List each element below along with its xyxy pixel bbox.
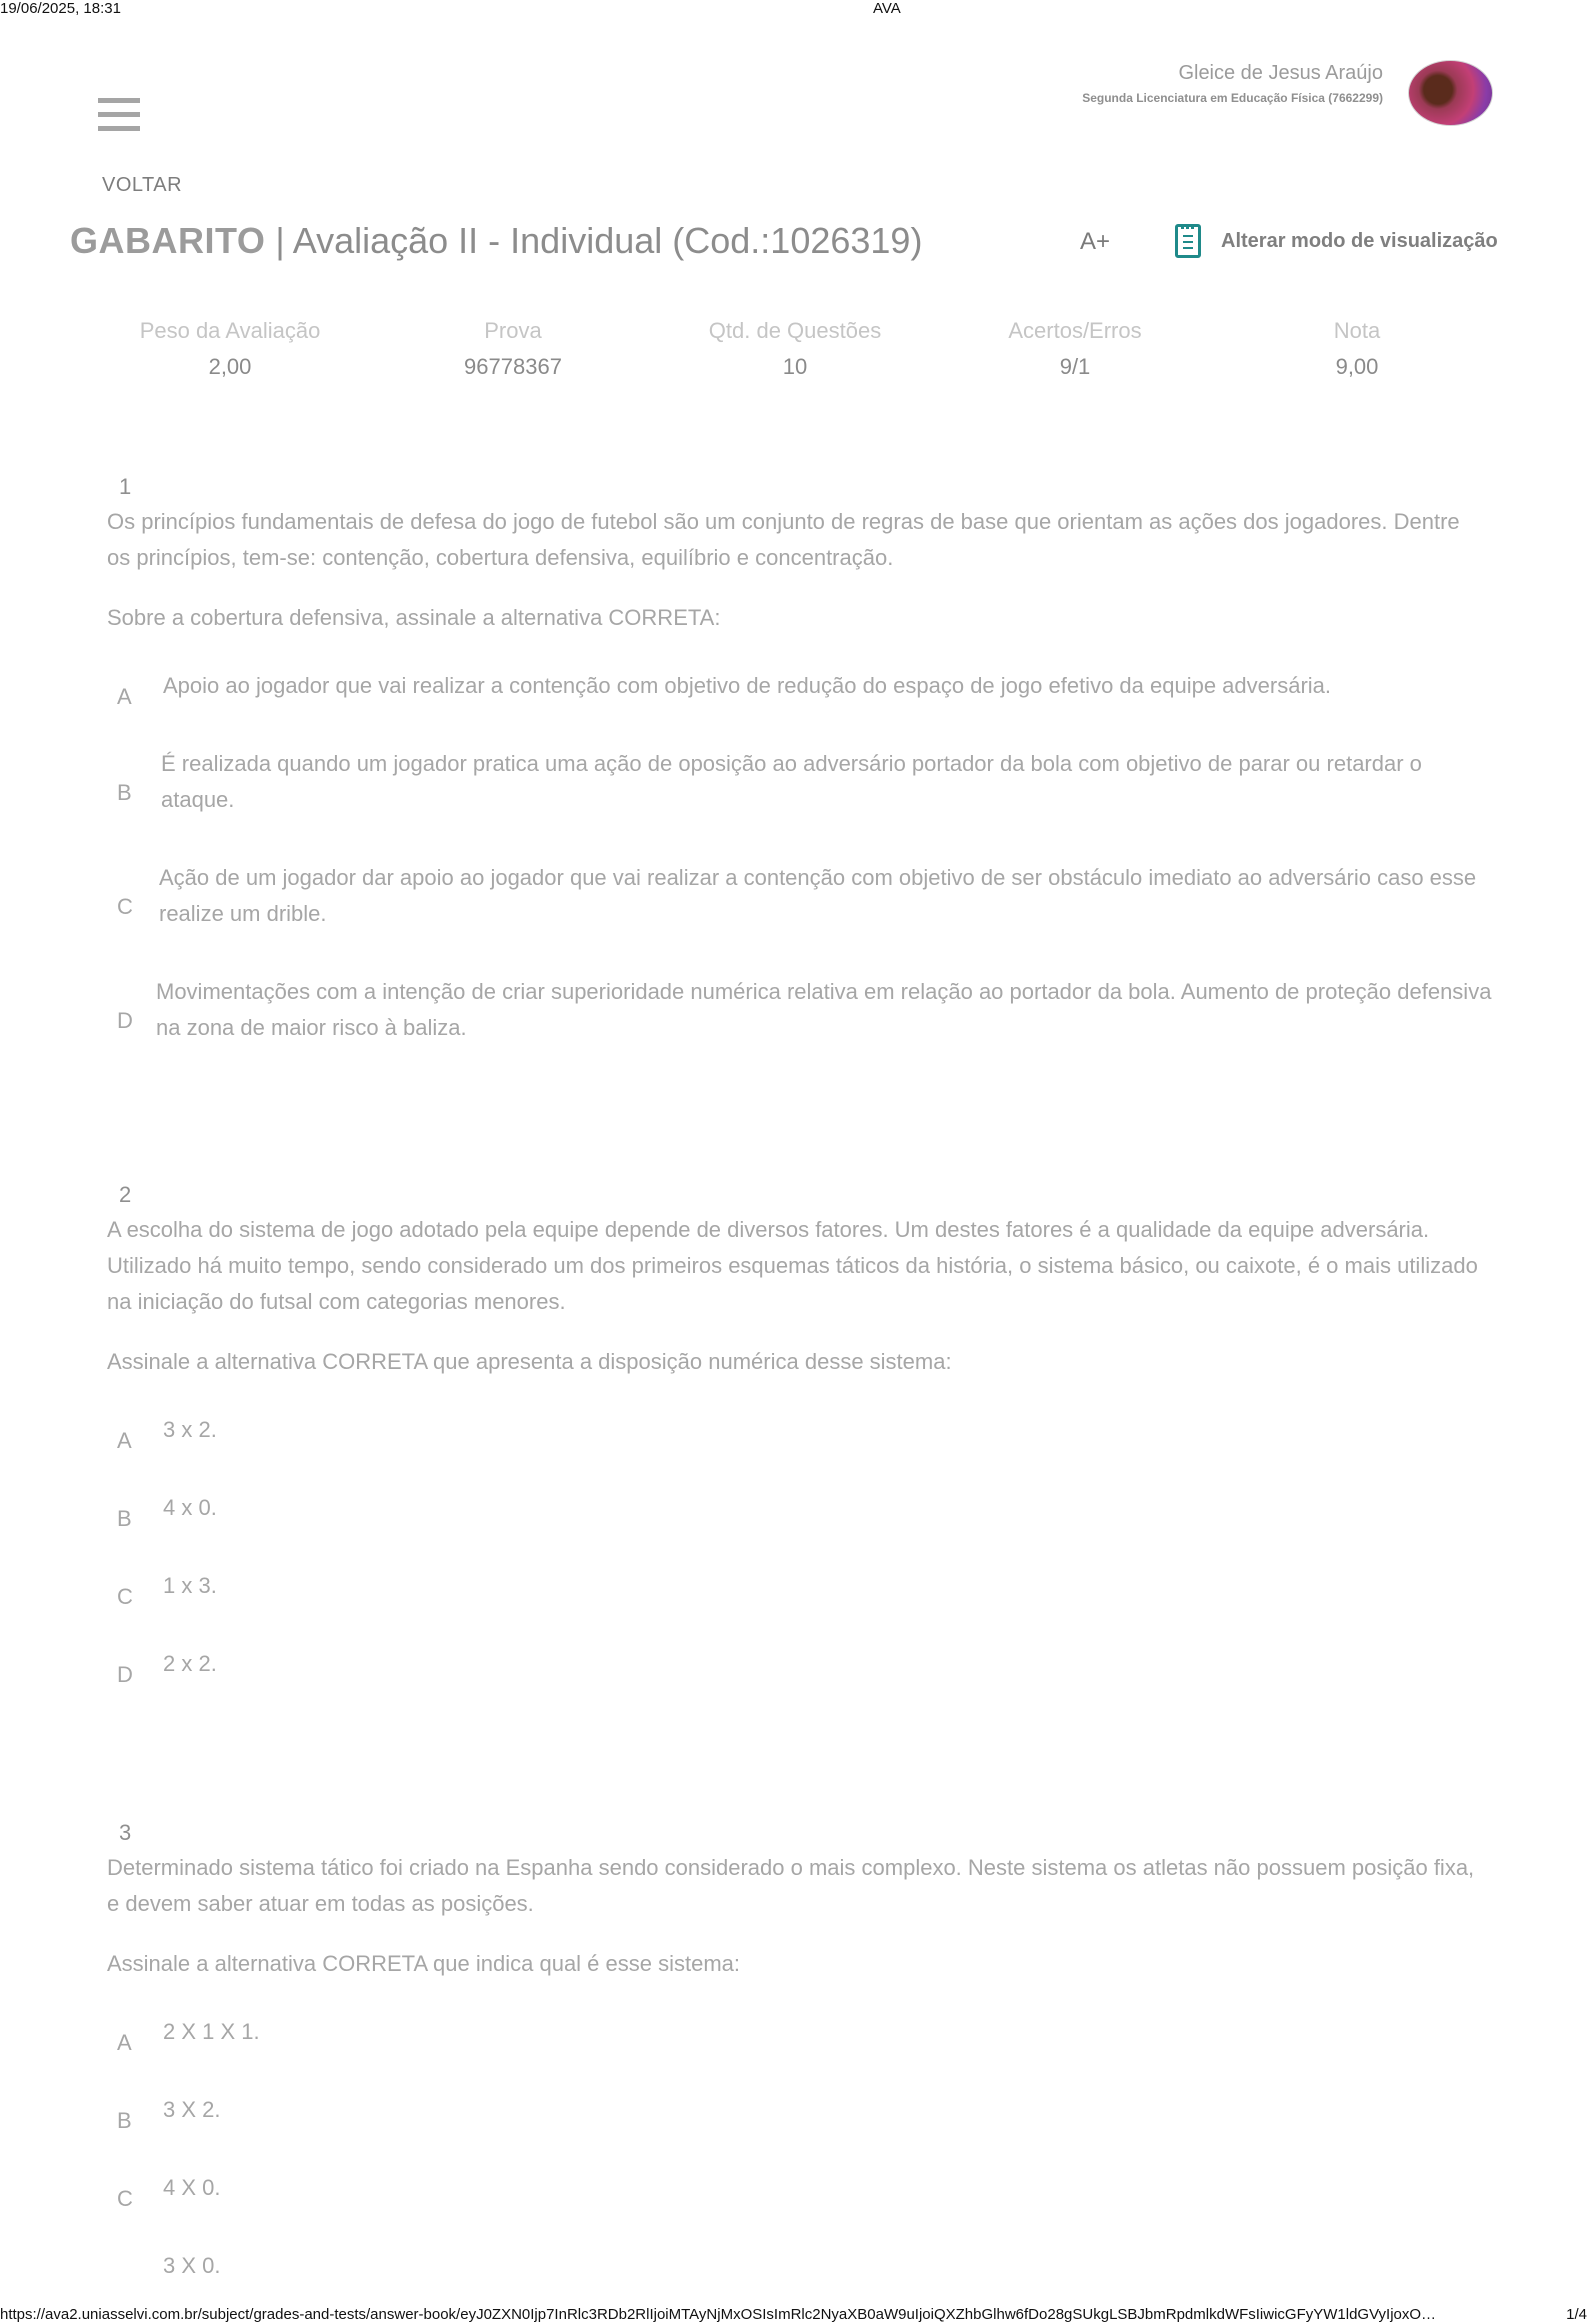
option-text: 2 X 1 X 1. [163,2019,260,2044]
option-letter: D [117,1662,133,1687]
option-letter: A [117,2030,132,2055]
print-header [0,0,1587,18]
stat-label: Acertos/Erros [1008,318,1142,343]
user-name: Gleice de Jesus Araújo [1178,62,1383,84]
page-title-text: Avaliação II - Individual (Cod.:1026319) [292,220,923,261]
view-mode-button[interactable] [1175,224,1498,258]
option-text: 4 X 0. [163,2175,221,2200]
option-letter: C [117,1584,133,1609]
option-letter: A [117,1428,132,1453]
stat-value: 2,00 [208,354,252,379]
stat-value: 96778367 [464,354,562,379]
user-course: Segunda Licenciatura em Educação Física (7662299) [1082,91,1383,105]
stat-label: Peso da Avaliação [139,318,321,343]
question-prompt: Sobre a cobertura defensiva, assinale a alternativa CORRETA: [107,605,721,630]
option-letter: B [117,2108,132,2133]
question-number: 2 [119,1182,132,1207]
stat-weight [100,318,360,380]
stat-label: Nota [1333,318,1381,343]
question-prompt: Assinale a alternativa CORRETA que indica qual é esse sistema: [107,1951,741,1976]
option-text: Ação de um jogador dar apoio ao jogador que vai realizar a contenção com objetivo de ser obstáculo imediato ao adversário caso esse realize um drible. [159,865,1477,926]
option-text: 4 x 0. [163,1495,217,1520]
stat-value: 10 [782,354,808,379]
option-text: 3 X 0. [163,2253,221,2278]
question-statement: A escolha do sistema de jogo adotado pela equipe depende de diversos fatores. Um destes fatores é a qualidade da equipe adversária. Utilizado há muito tempo, sendo considerado um dos primeiros esquemas táticos da história, o sistema básico, ou caixote, é o mais utilizado na iniciação do futsal com categorias menores. [107,1217,1478,1314]
page-title-separator: | [265,220,293,261]
option-letter: B [117,1506,132,1531]
print-page-number: 1/4 [1566,2306,1587,2323]
question-prompt: Assinale a alternativa CORRETA que apresenta a disposição numérica desse sistema: [107,1349,952,1374]
option-text: 1 x 3. [163,1573,217,1598]
user-info [1082,62,1383,105]
option-letter: B [117,780,132,805]
option-letter: C [117,2186,133,2211]
stat-grade [1227,318,1487,380]
option-text: Apoio ao jogador que vai realizar a contenção com objetivo de redução do espaço de jogo efetivo da equipe adversária. [163,673,1332,698]
stat-value: 9/1 [1059,354,1091,379]
question-statement: Determinado sistema tático foi criado na Espanha sendo considerado o mais complexo. Neste sistema os atletas não possuem posição fixa, e devem saber atuar em todas as posições. [107,1855,1475,1916]
option-text: 3 X 2. [163,2097,221,2122]
avatar[interactable] [1408,60,1493,126]
page-title [70,220,922,262]
back-button[interactable]: VOLTAR [102,174,183,196]
stat-label: Prova [484,318,542,343]
option-letter: C [117,894,133,919]
document-icon [1175,224,1201,258]
page-title-strong: GABARITO [70,220,266,261]
option-text: 3 x 2. [163,1417,217,1442]
stat-test [383,318,643,380]
question-statement: Os princípios fundamentais de defesa do jogo de futebol são um conjunto de regras de base que orientam as ações dos jogadores. Dentre os princípios, tem-se: contenção, cobertura defensiva, equilíbrio e concentração. [107,509,1460,570]
stat-hits-misses [945,318,1205,380]
question-number: 1 [119,474,132,499]
print-url: https://ava2.uniasselvi.com.br/subject/grades-and-tests/answer-book/eyJ0ZXN0Ijp7InRlc3RDb2RlIjoiMTAyNjMxOSIsImRlc2NyaXB0aW9uIjoiQXZhbGlhw6fDo28gSUkgLSBJbmRpdmlkdWFsIiwicGFyYW1ldGVyIjoxO… [0,2306,1437,2323]
stat-value: 9,00 [1335,354,1379,379]
option-letter: D [117,1008,133,1033]
font-size-button[interactable]: A+ [1080,228,1111,255]
stat-label: Qtd. de Questões [708,318,882,343]
stat-question-count [665,318,925,380]
print-date: 19/06/2025, 18:31 [0,0,121,17]
option-letter: A [117,684,132,709]
option-text: É realizada quando um jogador pratica uma ação de oposição ao adversário portador da bola com objetivo de parar ou retardar o ataque. [161,751,1422,812]
print-title: AVA [873,0,901,17]
hamburger-menu-icon[interactable] [98,98,140,136]
question-number: 3 [119,1820,132,1845]
option-text: Movimentações com a intenção de criar superioridade numérica relativa em relação ao portador da bola. Aumento de proteção defensiva na zona de maior risco à baliza. [156,979,1492,1040]
option-text: 2 x 2. [163,1651,217,1676]
view-mode-label: Alterar modo de visualização [1221,229,1498,252]
